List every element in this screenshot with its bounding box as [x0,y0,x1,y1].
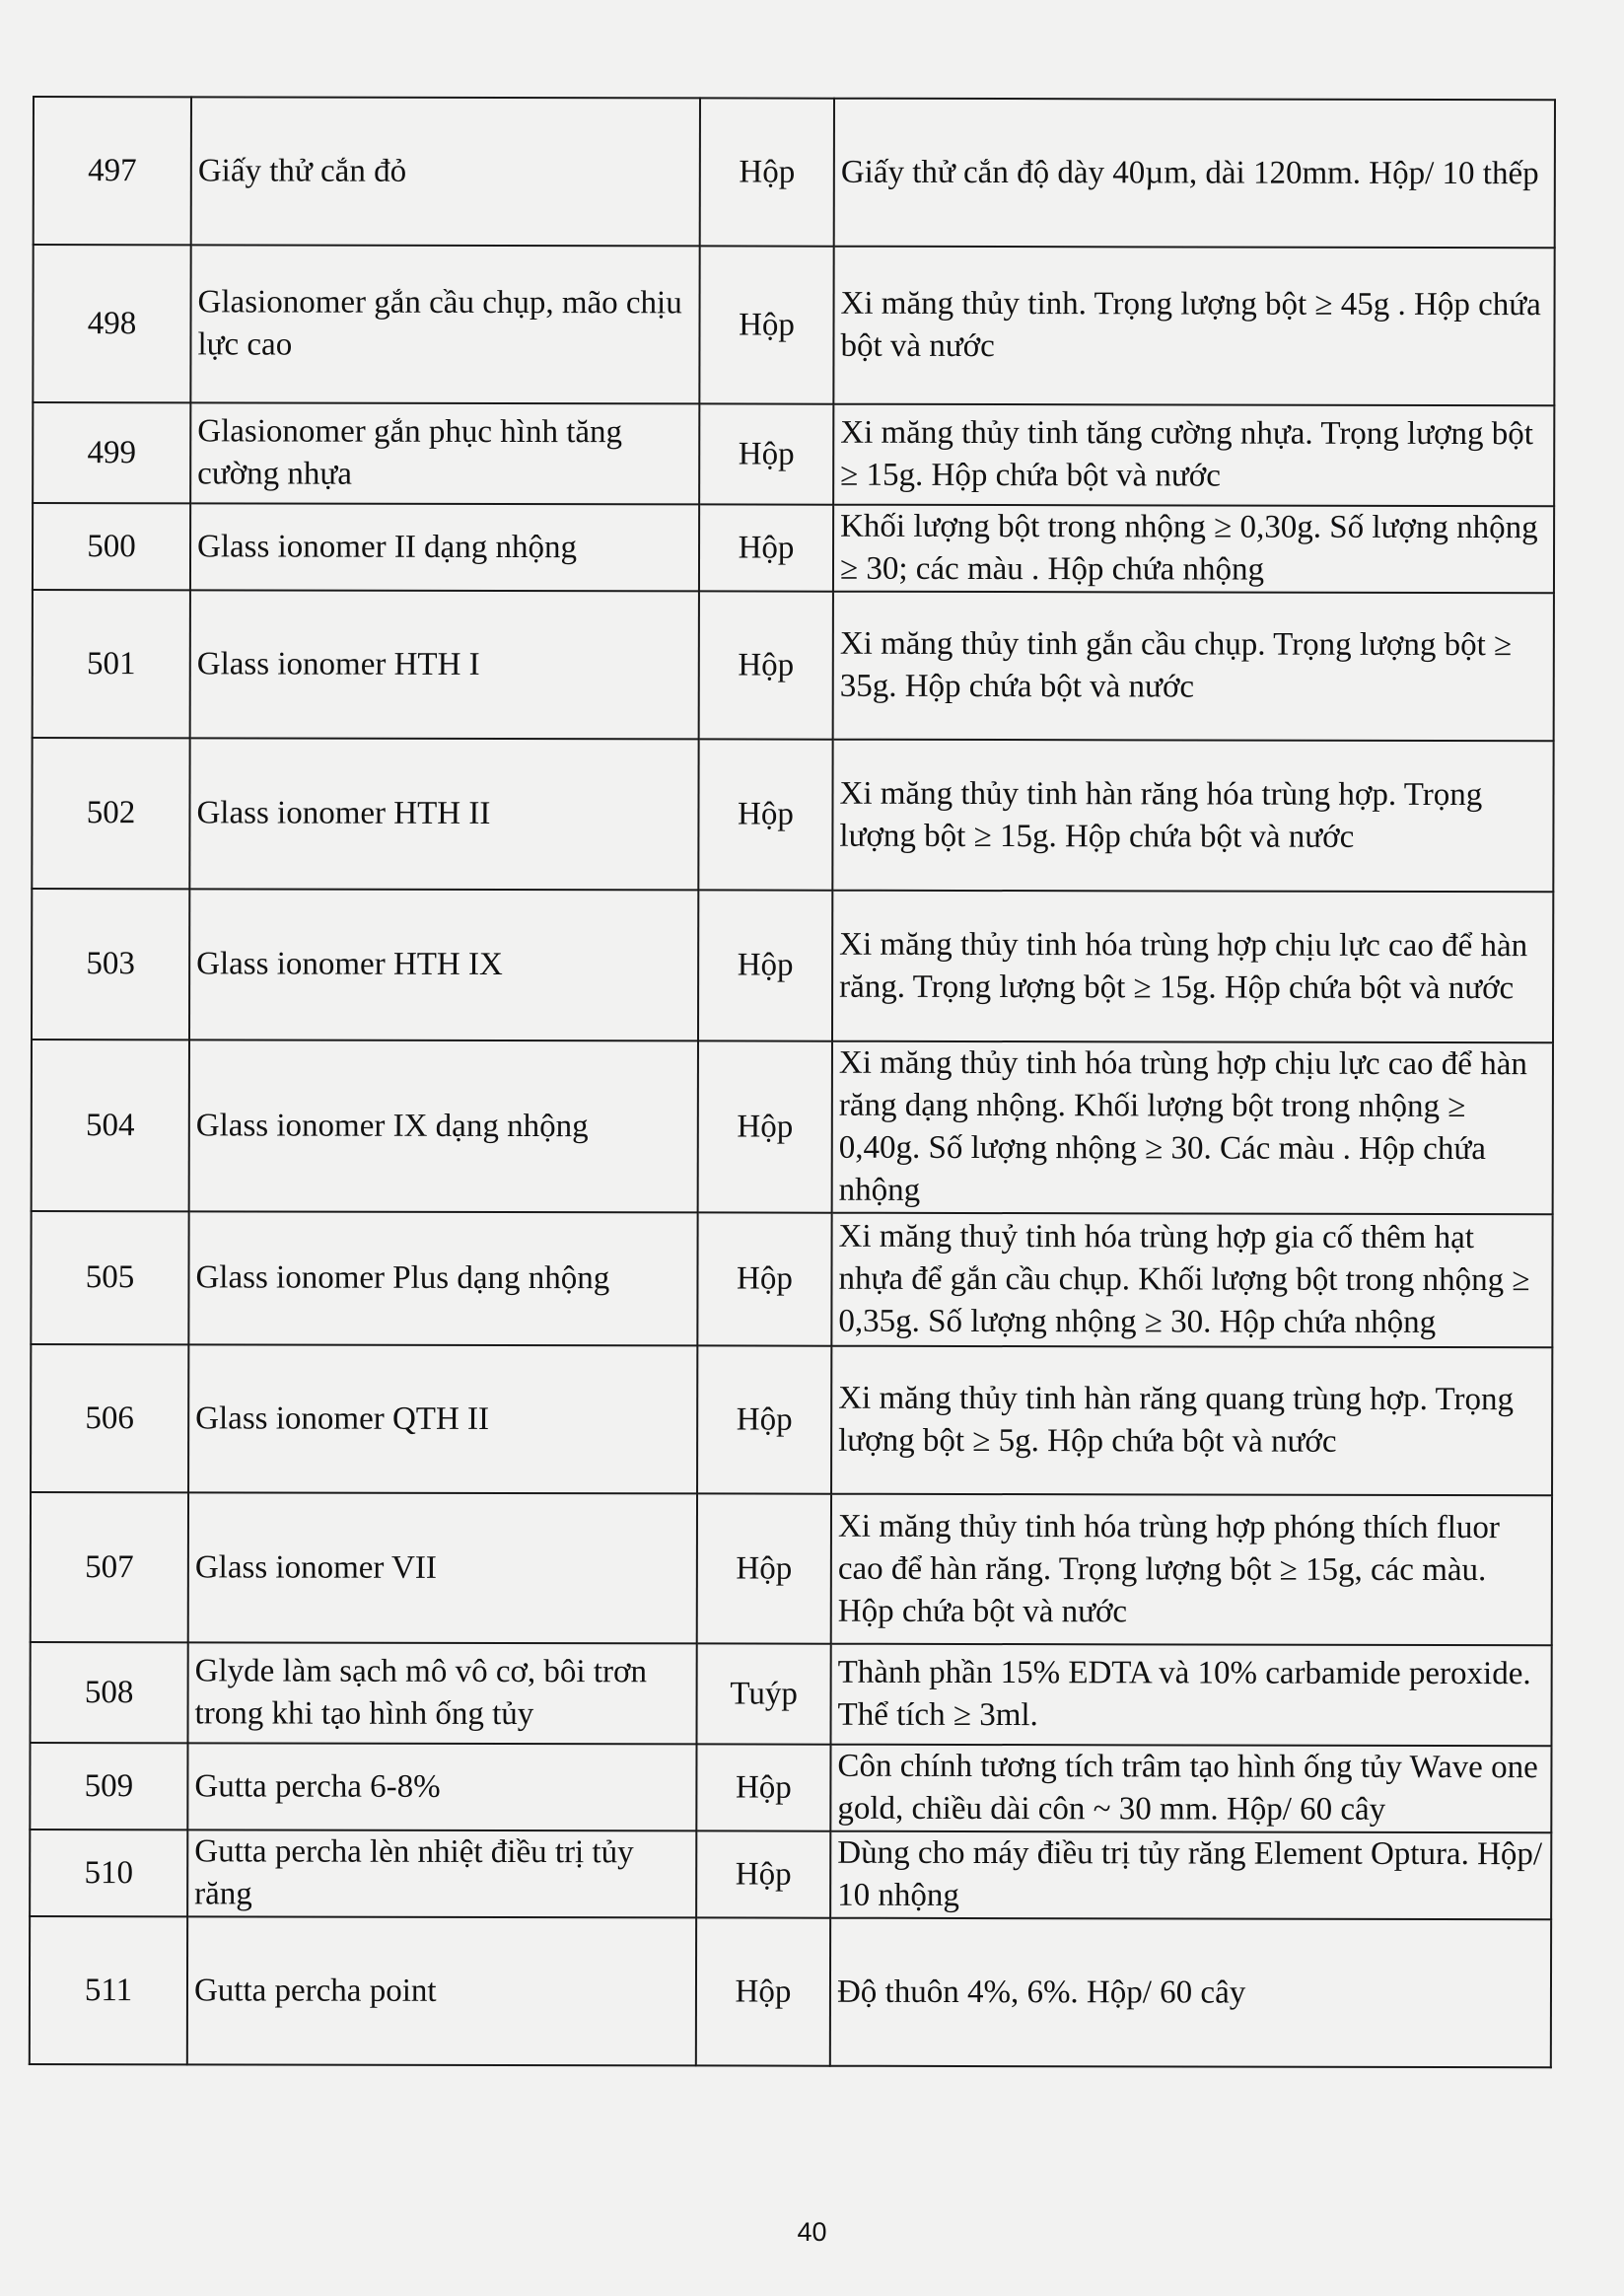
row-number-cell: 503 [32,889,189,1040]
row-number-cell: 502 [32,738,189,889]
item-name-cell: Glass ionomer VII [188,1492,697,1643]
table-row [33,402,1554,506]
description-cell: Xi măng thủy tinh. Trọng lượng bột ≥ 45g . Hộp chứa bột và nước [833,247,1554,406]
description-cell: Côn chính tương tích trâm tạo hình ống tủy Wave one gold, chiều dài côn ~ 30 mm. Hộp/ 60 cây [830,1745,1551,1833]
table-row [31,1492,1552,1645]
item-name-cell: Glass ionomer QTH II [188,1344,697,1493]
table-row [33,503,1554,593]
unit-cell: Hộp [696,1830,830,1917]
row-number-cell: 506 [31,1344,188,1492]
unit-cell: Hộp [698,890,832,1040]
supplies-table [29,96,1556,2068]
row-number-cell: 499 [33,402,190,503]
unit-cell: Hộp [696,1744,830,1830]
table-row [32,889,1553,1042]
table-row [33,245,1554,405]
row-number-cell: 507 [31,1492,188,1642]
description-cell: Xi măng thủy tinh gắn cầu chụp. Trọng lượng bột ≥ 35g. Hộp chứa bột và nước [833,592,1554,742]
description-cell: Xi măng thuỷ tinh hóa trùng hợp gia cố thêm hạt nhựa để gắn cầu chụp. Khối lượng bột trong nhộng ≥ 0,35g. Số lượng nhộng ≥ 30. Hộp chứa nhộng [831,1213,1552,1348]
table-row [30,1743,1551,1832]
page-number: 40 [797,2217,827,2247]
description-cell: Xi măng thủy tinh tăng cường nhựa. Trọng lượng bột ≥ 15g. Hộp chứa bột và nước [833,404,1554,507]
row-number-cell: 505 [31,1211,188,1344]
description-cell: Độ thuôn 4%, 6%. Hộp/ 60 cây [830,1918,1551,2068]
row-number-cell: 510 [30,1830,187,1916]
unit-cell: Hộp [700,98,834,246]
table-row [30,1916,1551,2067]
row-number-cell: 504 [32,1040,189,1211]
unit-cell: Hộp [699,591,833,739]
row-number-cell: 511 [30,1916,187,2064]
row-number-cell: 500 [33,503,190,590]
row-number-cell: 501 [33,590,190,738]
unit-cell: Hộp [697,1212,831,1345]
item-name-cell: Glass ionomer HTH II [189,738,698,890]
description-cell: Xi măng thủy tinh hàn răng quang trùng hợp. Trọng lượng bột ≥ 5g. Hộp chứa bột và nước [831,1346,1552,1496]
table-body [30,97,1555,2067]
row-number-cell: 497 [34,97,191,245]
table-row [31,1344,1552,1495]
table-row [31,1211,1552,1347]
item-name-cell: Gutta percha point [187,1916,696,2065]
description-cell: Xi măng thủy tinh hàn răng hóa trùng hợp. Trọng lượng bột ≥ 15g. Hộp chứa bột và nước [832,740,1553,893]
table-row [34,97,1555,248]
description-cell: Xi măng thủy tinh hóa trùng hợp phóng thích fluor cao để hàn răng. Trọng lượng bột ≥ 15g, các màu. Hộp chứa bột và nước [831,1494,1552,1646]
description-cell: Giấy thử cắn độ dày 40µm, dài 120mm. Hộp/ 10 thếp [834,99,1555,249]
unit-cell: Tuýp [697,1643,831,1744]
item-name-cell: Glass ionomer HTH I [190,590,699,739]
item-name-cell: Glass ionomer II dạng nhộng [190,503,699,591]
unit-cell: Hộp [699,403,833,504]
item-name-cell: Glass ionomer Plus dạng nhộng [188,1211,697,1345]
table-row [32,1040,1553,1214]
item-name-cell: Giấy thử cắn đỏ [191,97,700,246]
row-number-cell: 509 [30,1743,187,1830]
unit-cell: Hộp [699,504,833,591]
unit-cell: Hộp [698,739,832,890]
description-cell: Thành phần 15% EDTA và 10% carbamide peroxide. Thể tích ≥ 3ml. [831,1644,1552,1747]
table-row [33,590,1554,741]
row-number-cell: 508 [31,1642,188,1743]
description-cell: Xi măng thủy tinh hóa trùng hợp chịu lực cao để hàn răng dạng nhộng. Khối lượng bột trong nhộng ≥ 0,40g. Số lượng nhộng ≥ 30. Các màu . Hộp chứa nhộng [832,1041,1553,1215]
description-cell: Xi măng thủy tinh hóa trùng hợp chịu lực cao để hàn răng. Trọng lượng bột ≥ 15g. Hộp chứa bột và nước [832,891,1553,1043]
row-number-cell: 498 [33,245,190,402]
description-cell: Dùng cho máy điều trị tủy răng Element Optura. Hộp/ 10 nhộng [830,1831,1551,1920]
table-row [30,1830,1551,1919]
unit-cell: Hộp [697,1345,831,1493]
description-cell: Khối lượng bột trong nhộng ≥ 0,30g. Số lượng nhộng ≥ 30; các màu . Hộp chứa nhộng [833,505,1554,594]
item-name-cell: Glasionomer gắn cầu chụp, mão chịu lực cao [190,245,699,403]
unit-cell: Hộp [696,1917,830,2065]
item-name-cell: Gutta percha lèn nhiệt điều trị tủy răng [187,1830,696,1917]
unit-cell: Hộp [698,1040,832,1212]
table-row [31,1642,1552,1746]
unit-cell: Hộp [697,1493,831,1643]
item-name-cell: Glyde làm sạch mô vô cơ, bôi trơn trong khi tạo hình ống tủy [188,1642,697,1744]
item-name-cell: Glasionomer gắn phục hình tăng cường nhựa [190,402,699,504]
item-name-cell: Glass ionomer HTH IX [189,889,698,1040]
table-row [32,738,1553,892]
item-name-cell: Glass ionomer IX dạng nhộng [189,1040,698,1212]
unit-cell: Hộp [699,246,833,403]
item-name-cell: Gutta percha 6-8% [187,1743,696,1830]
